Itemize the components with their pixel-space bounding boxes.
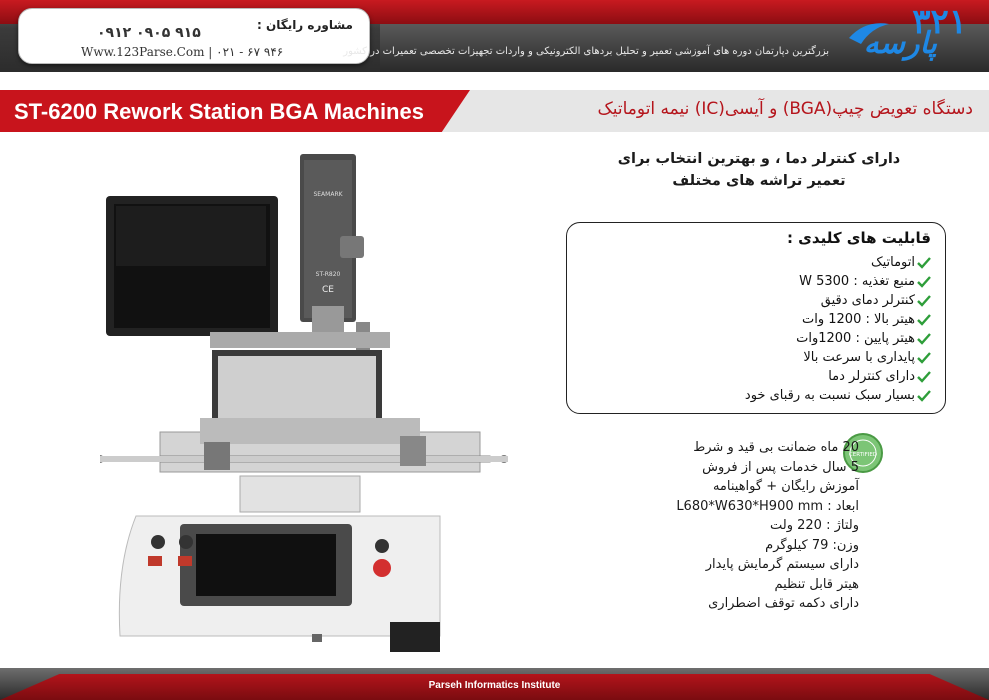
contact-box xyxy=(18,8,370,64)
feature-item: منبع تغذیه : W 5300 xyxy=(745,272,931,291)
board-frame xyxy=(100,418,508,512)
contact-web-line xyxy=(81,45,283,59)
contact-separator: | xyxy=(208,45,217,59)
intro-line-1: دارای کنترلر دما ، و بهترین انتخاب برای xyxy=(617,151,901,167)
spec-item: دارای سیستم گرمایش پایدار xyxy=(705,557,859,572)
top-arm xyxy=(210,332,390,348)
header-tagline: بزرگترین دپارتمان دوره های آموزشی تعمیر و تحلیل بردهای الکترونیکی و واردات تجهیزات تخصصی تعمیرات در کشور xyxy=(343,46,829,57)
check-icon xyxy=(917,332,931,346)
monitor xyxy=(106,196,278,336)
title-english: ST-6200 Rework Station BGA Machines xyxy=(14,99,424,124)
product-brand: SEAMARK xyxy=(313,191,343,198)
specs-list xyxy=(676,440,859,616)
website-link[interactable]: Www.123Parse.Com xyxy=(81,45,205,59)
spec-item: آموزش رایگان + گواهینامه xyxy=(712,479,859,494)
check-icon xyxy=(917,256,931,270)
heater-column xyxy=(300,154,370,352)
title-persian: دستگاه تعویض چیپ(BGA) و آیسی(IC) نیمه اتوماتیک xyxy=(597,99,973,119)
product-image xyxy=(100,146,550,666)
product-ce-mark: CE xyxy=(322,285,334,295)
features-title: قابلیت های کلیدی : xyxy=(786,229,931,247)
features-list xyxy=(745,253,931,405)
feature-item: هیتر پایین : 1200وات xyxy=(745,329,931,348)
spec-item: دارای دکمه توقف اضطراری xyxy=(708,596,859,611)
feature-item: اتوماتیک xyxy=(745,253,931,272)
check-icon xyxy=(917,351,931,365)
feature-item: هیتر بالا : 1200 وات xyxy=(745,310,931,329)
vent-grille xyxy=(218,356,376,422)
check-icon xyxy=(917,370,931,384)
feature-item: بسیار سبک نسبت به رقبای خود xyxy=(745,386,931,405)
badge-text: CERTIFIED xyxy=(848,452,878,458)
brand-logo xyxy=(847,2,967,70)
footer-text: Parseh Informatics Institute xyxy=(428,680,561,691)
logo-word: پارسه xyxy=(863,26,937,61)
spec-item: وزن: 79 کیلوگرم xyxy=(765,537,859,553)
feature-item: کنترلر دمای دقیق xyxy=(745,291,931,310)
machine-base xyxy=(119,516,440,652)
intro-text xyxy=(589,148,929,192)
spec-item: 20 ماه ضمانت بی قید و شرط xyxy=(693,440,859,455)
check-icon xyxy=(917,275,931,289)
spec-item: ولتاژ : 220 ولت xyxy=(769,518,859,533)
contact-label: مشاوره رایگان : xyxy=(256,18,353,32)
check-icon xyxy=(917,313,931,327)
spec-item: هیتر قابل تنظیم xyxy=(774,576,859,592)
spec-item: 5 سال خدمات پس از فروش xyxy=(702,459,859,475)
check-icon xyxy=(917,389,931,403)
contact-phone: ۰۲۱ - ۶۷ ۹۴۶ xyxy=(216,45,284,59)
intro-line-2: تعمیر تراشه های مختلف xyxy=(672,173,846,189)
spec-item: ابعاد : L680*W630*H900 mm xyxy=(676,498,859,514)
product-model: ST-R820 xyxy=(315,271,341,278)
features-box xyxy=(566,222,946,414)
check-icon xyxy=(917,294,931,308)
feature-item: پایداری با سرعت بالا xyxy=(745,348,931,367)
logo-number: ۳۲۱ xyxy=(912,2,967,42)
feature-item: دارای کنترلر دما xyxy=(745,367,931,386)
contact-mobile: ۰۹۱۲ ۰۹۰۵ ۹۱۵ xyxy=(97,25,201,41)
